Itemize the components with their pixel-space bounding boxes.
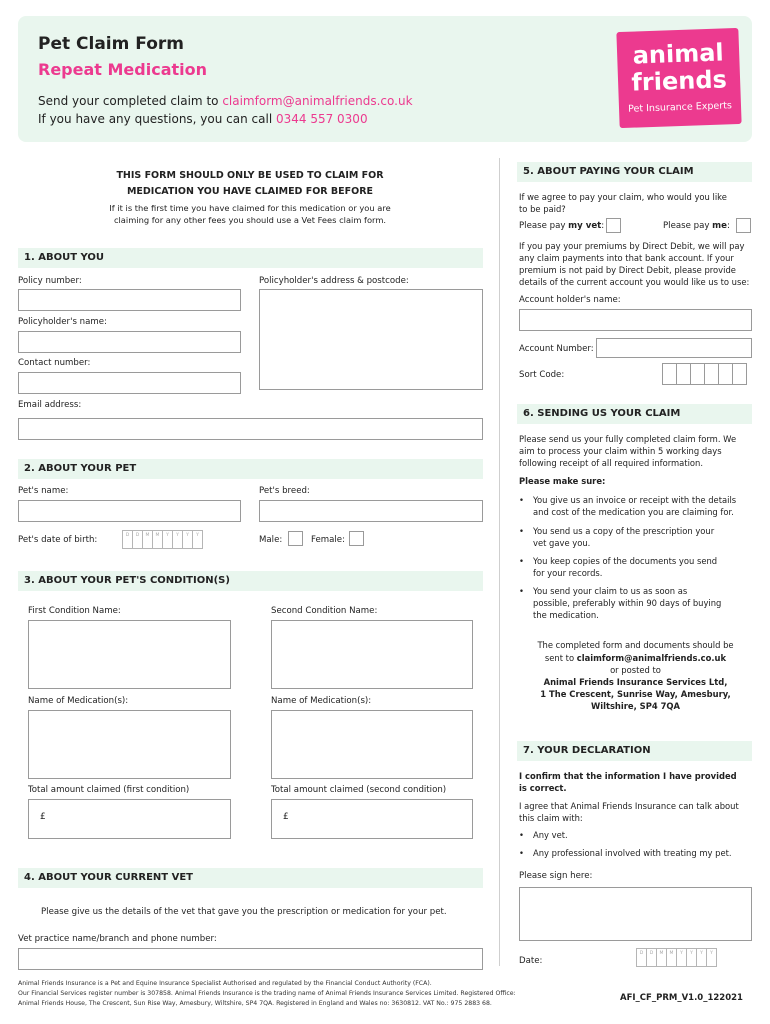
sending-intro-2: aim to process your claim within 5 working days xyxy=(519,446,722,456)
sort-code-cell[interactable] xyxy=(704,363,719,385)
section-paying: 5. ABOUT PAYING YOUR CLAIM xyxy=(517,162,752,182)
sending-intro-3: following receipt of all required information. xyxy=(519,458,704,468)
date-field[interactable] xyxy=(636,948,716,967)
first-condition-label: First Condition Name: xyxy=(28,606,121,616)
posting-address-1: Animal Friends Insurance Services Ltd, xyxy=(543,677,728,687)
total2-label: Total amount claimed (second condition) xyxy=(271,785,447,795)
checklist-item: • You give us an invoice or receipt with the details and cost of the medication you are claiming for. xyxy=(519,494,736,518)
form-reference: AFI_CF_PRM_V1.0_122021 xyxy=(620,993,743,1003)
pet-dob-label: Pet's date of birth: xyxy=(18,535,98,545)
medication2-field[interactable] xyxy=(271,710,473,779)
section-about-pet: 2. ABOUT YOUR PET xyxy=(18,459,483,479)
male-label: Male: xyxy=(259,535,283,545)
send-instructions: Send your completed claim to claimform@animalfriends.co.uk xyxy=(38,94,413,108)
sort-code-cell[interactable] xyxy=(732,363,747,385)
checklist-item: • You send your claim to us as soon as possible, preferably within 90 days of buying the medication. xyxy=(519,585,721,621)
email-label: Email address: xyxy=(18,400,82,410)
footer-line-2: Our Financial Services register number is 307858. Animal Friends Insurance is the trading name of Animal Friends Insurance Services Limited. Registered Office: xyxy=(18,990,516,997)
dd-text-3: premium is not paid by Direct Debit, please provide xyxy=(519,265,736,275)
pay-me-label: Please pay me: xyxy=(663,221,730,231)
date-cell[interactable]: D xyxy=(636,948,647,967)
email-field[interactable] xyxy=(18,418,483,440)
dob-cell[interactable]: M xyxy=(152,530,163,549)
date-cell[interactable]: Y xyxy=(706,948,717,967)
date-cell[interactable]: M xyxy=(666,948,677,967)
declaration-item: • Any professional involved with treating my pet. xyxy=(519,847,732,859)
pay-vet-checkbox[interactable] xyxy=(606,218,621,233)
dob-cell[interactable]: D xyxy=(132,530,143,549)
animal-friends-logo: animal friends Pet Insurance Experts xyxy=(616,28,741,128)
date-cell[interactable]: Y xyxy=(676,948,687,967)
posting-email[interactable]: claimform@animalfriends.co.uk xyxy=(576,653,727,663)
posting-text-1: The completed form and documents should be xyxy=(537,640,734,650)
declaration-item: • Any vet. xyxy=(519,829,568,841)
total1-field[interactable] xyxy=(28,799,231,839)
account-number-field[interactable] xyxy=(596,338,752,358)
dd-text-2: any claim payments into that bank account. If your xyxy=(519,253,734,263)
sort-code-cell[interactable] xyxy=(662,363,677,385)
agree-text-2: this claim with: xyxy=(519,813,583,823)
posting-text-3: or posted to xyxy=(610,665,661,675)
medication1-label: Name of Medication(s): xyxy=(28,696,129,706)
account-holder-label: Account holder's name: xyxy=(519,295,621,305)
female-checkbox[interactable] xyxy=(349,531,364,546)
confirm-text-2: is correct. xyxy=(519,783,567,793)
checklist-item: • You send us a copy of the prescription your vet gave you. xyxy=(519,525,714,549)
policyholder-name-field[interactable] xyxy=(18,331,241,353)
sort-code-field[interactable] xyxy=(662,363,746,385)
second-condition-field[interactable] xyxy=(271,620,473,689)
footer-line-3: Animal Friends House, The Crescent, Sun Rise Way, Amesbury, Wiltshire, SP4 7QA. Registered in England and Wales no: 3630812. VAT No.: 975 2883 68. xyxy=(18,1000,492,1007)
section-declaration: 7. YOUR DECLARATION xyxy=(517,741,752,761)
pay-me-checkbox[interactable] xyxy=(736,218,751,233)
policy-number-label: Policy number: xyxy=(18,276,82,286)
notice-line-2: MEDICATION YOU HAVE CLAIMED FOR BEFORE xyxy=(126,186,374,197)
date-label: Date: xyxy=(519,956,543,966)
vet-practice-label: Vet practice name/branch and phone number: xyxy=(18,934,217,944)
address-label: Policyholder's address & postcode: xyxy=(259,276,409,286)
dob-cell[interactable]: Y xyxy=(162,530,173,549)
section-sending: 6. SENDING US YOUR CLAIM xyxy=(517,404,752,424)
confirm-text-1: I confirm that the information I have provided xyxy=(519,771,737,781)
medication1-field[interactable] xyxy=(28,710,231,779)
vet-instruction: Please give us the details of the vet that gave you the prescription or medication for your pet. xyxy=(41,907,447,917)
agree-text-1: I agree that Animal Friends Insurance can talk about xyxy=(519,801,739,811)
policyholder-name-label: Policyholder's name: xyxy=(18,317,107,327)
first-condition-field[interactable] xyxy=(28,620,231,689)
sort-code-label: Sort Code: xyxy=(519,370,565,380)
pet-breed-field[interactable] xyxy=(259,500,483,522)
date-cell[interactable]: Y xyxy=(686,948,697,967)
sending-intro-1: Please send us your fully completed claim form. We xyxy=(519,434,737,444)
pay-vet-label: Please pay my vet: xyxy=(519,221,605,231)
sort-code-cell[interactable] xyxy=(718,363,733,385)
policy-number-field[interactable] xyxy=(18,289,241,311)
total2-field[interactable] xyxy=(271,799,473,839)
notice-line-3: If it is the first time you have claimed for this medication or you are xyxy=(109,203,391,213)
posting-address-3: Wiltshire, SP4 7QA xyxy=(590,701,681,711)
dd-text-4: details of the current account you would like us to use: xyxy=(519,277,750,287)
dob-cell[interactable]: Y xyxy=(172,530,183,549)
female-label: Female: xyxy=(311,535,345,545)
date-cell[interactable]: D xyxy=(646,948,657,967)
pet-name-label: Pet's name: xyxy=(18,486,69,496)
total1-label: Total amount claimed (first condition) xyxy=(28,785,190,795)
header-banner xyxy=(18,16,752,142)
account-number-label: Account Number: xyxy=(519,344,594,354)
address-field[interactable] xyxy=(259,289,483,390)
section-vet: 4. ABOUT YOUR CURRENT VET xyxy=(18,868,483,888)
sort-code-cell[interactable] xyxy=(690,363,705,385)
claim-email-link[interactable]: claimform@animalfriends.co.uk xyxy=(222,94,413,108)
male-checkbox[interactable] xyxy=(288,531,303,546)
make-sure-heading: Please make sure: xyxy=(519,476,606,486)
phone-number: 0344 557 0300 xyxy=(275,112,368,126)
contact-number-label: Contact number: xyxy=(18,358,91,368)
date-cell[interactable]: M xyxy=(656,948,667,967)
currency-symbol: £ xyxy=(283,812,289,822)
call-instructions: If you have any questions, you can call 0344 557 0300 xyxy=(38,112,368,126)
column-divider xyxy=(499,158,500,966)
pay-question-2: to be paid? xyxy=(519,204,566,214)
form-title: Pet Claim Form xyxy=(38,34,184,54)
section-about-you: 1. ABOUT YOU xyxy=(18,248,483,268)
vet-practice-field[interactable] xyxy=(18,948,483,970)
medication2-label: Name of Medication(s): xyxy=(271,696,372,706)
pay-question-1: If we agree to pay your claim, who would you like xyxy=(519,192,727,202)
section-condition: 3. ABOUT YOUR PET'S CONDITION(S) xyxy=(18,571,483,591)
signature-field[interactable] xyxy=(519,887,752,941)
sort-code-cell[interactable] xyxy=(676,363,691,385)
pet-dob-field[interactable] xyxy=(122,530,202,549)
dob-cell[interactable]: D xyxy=(122,530,133,549)
contact-number-field[interactable] xyxy=(18,372,241,394)
currency-symbol: £ xyxy=(40,812,46,822)
notice-line-4: claiming for any other fees you should use a Vet Fees claim form. xyxy=(113,215,387,225)
footer-line-1: Animal Friends Insurance is a Pet and Equine Insurance Specialist Authorised and regulated by the Financial Conduct Authority (FCA). xyxy=(18,980,432,987)
sign-label: Please sign here: xyxy=(519,871,593,881)
notice-line-1: THIS FORM SHOULD ONLY BE USED TO CLAIM FOR xyxy=(116,170,384,181)
date-cell[interactable]: Y xyxy=(696,948,707,967)
dob-cell[interactable]: Y xyxy=(192,530,203,549)
form-subtitle: Repeat Medication xyxy=(38,60,207,79)
account-holder-field[interactable] xyxy=(519,309,752,331)
checklist-item: • You keep copies of the documents you send for your records. xyxy=(519,555,717,579)
second-condition-label: Second Condition Name: xyxy=(271,606,378,616)
posting-address-2: 1 The Crescent, Sunrise Way, Amesbury, xyxy=(540,689,731,699)
posting-text-2: sent to claimform@animalfriends.co.uk xyxy=(544,653,727,663)
dd-text-1: If you pay your premiums by Direct Debit, we will pay xyxy=(519,241,745,251)
pet-breed-label: Pet's breed: xyxy=(259,486,310,496)
dob-cell[interactable]: Y xyxy=(182,530,193,549)
pet-name-field[interactable] xyxy=(18,500,241,522)
dob-cell[interactable]: M xyxy=(142,530,153,549)
